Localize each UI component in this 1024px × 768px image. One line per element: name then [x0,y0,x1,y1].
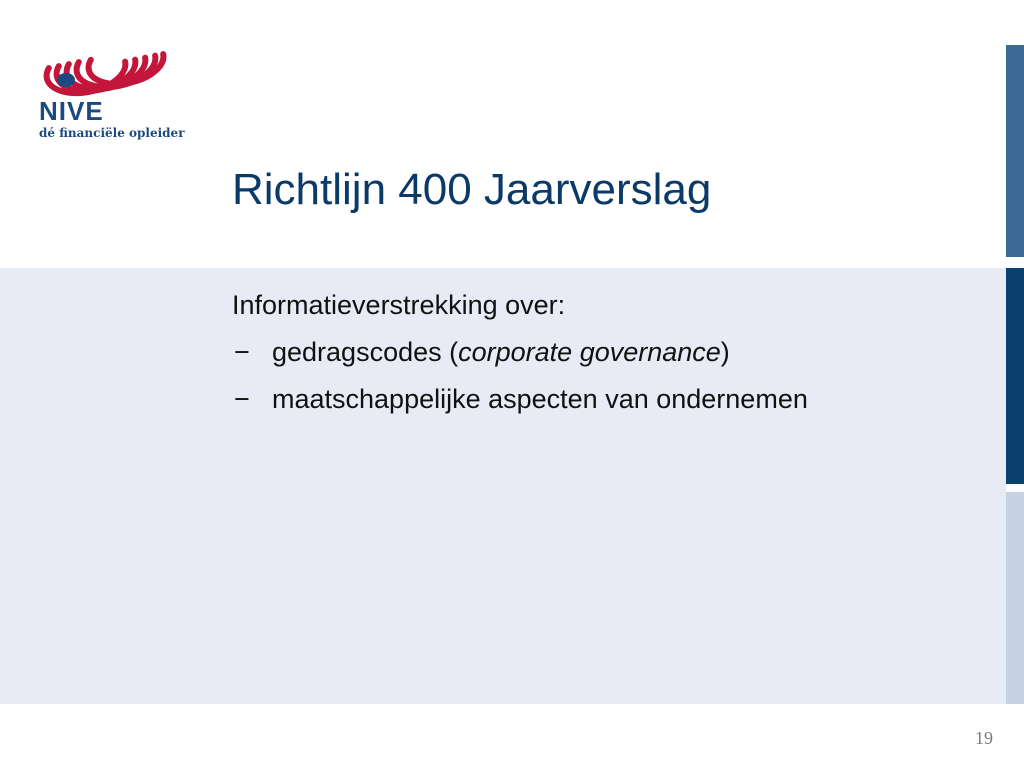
nive-logo-mark-icon [36,34,172,104]
bullet-item-maatschappelijke-aspecten [232,386,808,413]
slide-title: Richtlijn 400 Jaarverslag [232,165,712,214]
bullet-closing-text: ) [720,337,730,367]
bullet-text: maatschappelijke aspecten van ondernemen [272,384,808,414]
side-strip-bottom [1006,492,1024,704]
logo-tagline: dé financiële opleider [39,126,185,140]
bullet-dash: − [234,384,250,414]
logo-name: NIVE [39,96,104,126]
bullet-dash: − [234,337,250,367]
bullet-item-gedragscodes [232,339,730,366]
nive-logo [36,34,185,144]
page-number: 19 [975,728,993,748]
intro-text: Informatieverstrekking over: [232,290,566,320]
content-background-band [0,268,1006,704]
side-strip-top [1006,45,1024,257]
bullet-italic-text: corporate governance [458,337,721,367]
side-strip-middle [1006,268,1024,484]
bullet-text: gedragscodes ( [272,337,459,367]
